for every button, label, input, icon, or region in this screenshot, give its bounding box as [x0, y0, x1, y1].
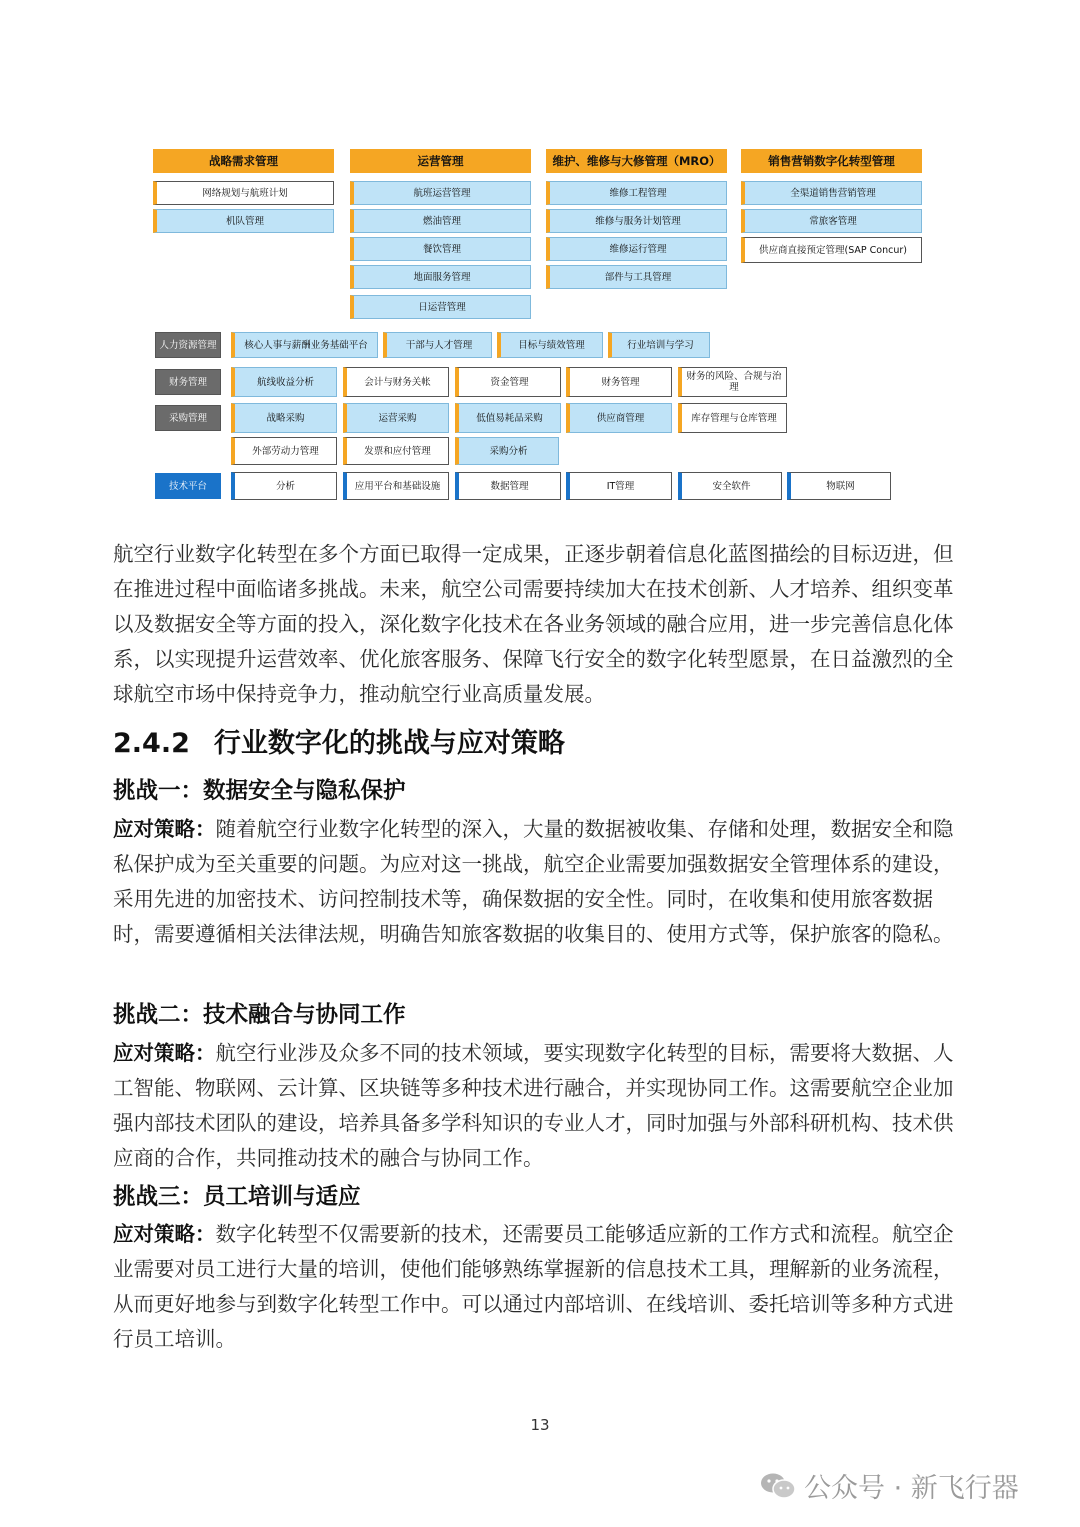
- header-strategy: 战略需求管理: [153, 149, 334, 173]
- module-box: 应用平台和基础设施: [343, 472, 449, 500]
- module-box: 机队管理: [153, 209, 334, 233]
- challenge-paragraph: [113, 1036, 973, 1176]
- module-box: 核心人事与薪酬业务基础平台: [231, 332, 378, 358]
- module-box: 地面服务管理: [350, 265, 531, 289]
- page-number: 13: [530, 1416, 550, 1434]
- digital-blueprint-diagram: [0, 0, 1080, 510]
- module-box: 部件与工具管理: [546, 265, 727, 289]
- row-label-procurement: 采购管理: [155, 405, 221, 431]
- section-title: 行业数字化的挑战与应对策略: [213, 728, 565, 759]
- strategy-text: 随着航空行业数字化转型的深入，大量的数据被收集、存储和处理，数据安全和隐私保护成为至关重要的问题。为应对这一挑战，航空企业需要加强数据安全管理体系的建设，采用先进的加密技术、访问控制技术等，确保数据的安全性。同时，在收集和使用旅客数据时，需要遵循相关法律法规，明确告知旅客数据的收集目的、使用方式等，保护旅客的隐私。: [113, 817, 954, 946]
- strategy-label: 应对策略：: [113, 1041, 216, 1065]
- row-label-finance: 财务管理: [155, 369, 221, 395]
- row-label-hr: 人力资源管理: [155, 332, 221, 358]
- module-box: 餐饮管理: [350, 237, 531, 261]
- challenge-paragraph: [113, 1217, 973, 1357]
- module-box: 财务的风险、合规与治理: [678, 367, 787, 397]
- module-box: 目标与绩效管理: [497, 332, 603, 358]
- module-box: 网络规划与航班计划: [153, 181, 334, 205]
- module-box: 航线收益分析: [231, 367, 337, 397]
- module-box: 外部劳动力管理: [231, 437, 337, 465]
- header-mro: 维护、维修与大修管理（MRO）: [546, 149, 727, 173]
- strategy-text: 航空行业涉及众多不同的技术领域，要实现数字化转型的目标，需要将大数据、人工智能、物联网、云计算、区块链等多种技术进行融合，并实现协同工作。这需要航空企业加强内部技术团队的建设，培养具备多学科知识的专业人才，同时加强与外部科研机构、技术供应商的合作，共同推动技术的融合与协同工作。: [113, 1041, 954, 1170]
- watermark-text: 公众号 · 新飞行器: [804, 1473, 1019, 1504]
- module-box: 运营采购: [343, 403, 449, 433]
- challenge-paragraph: [113, 812, 973, 952]
- module-box: 库存管理与仓库管理: [678, 403, 787, 433]
- row-label-tech: 技术平台: [155, 473, 221, 499]
- section-number: 2.4.2: [113, 728, 190, 759]
- challenge-title: 挑战三：员工培训与适应: [113, 1184, 361, 1210]
- module-box: 干部与人才管理: [383, 332, 492, 358]
- module-box: 常旅客管理: [741, 209, 922, 233]
- wechat-icon: [760, 1472, 796, 1500]
- module-box: 数据管理: [455, 472, 561, 500]
- strategy-label: 应对策略：: [113, 1222, 216, 1246]
- challenge-title: 挑战一：数据安全与隐私保护: [113, 778, 406, 804]
- module-box: 供应商直接预定管理(SAP Concur): [741, 237, 922, 263]
- module-box: 发票和应付管理: [343, 437, 449, 465]
- challenge-title: 挑战二：技术融合与协同工作: [113, 1002, 406, 1028]
- header-operations: 运营管理: [350, 149, 531, 173]
- module-box: 战略采购: [231, 403, 337, 433]
- module-box: 安全软件: [678, 472, 782, 500]
- module-box: 分析: [231, 472, 337, 500]
- module-box: 财务管理: [566, 367, 672, 397]
- section-heading: [113, 721, 565, 760]
- module-box: 会计与财务关帐: [343, 367, 449, 397]
- module-box: 燃油管理: [350, 209, 531, 233]
- module-box: 维修工程管理: [546, 181, 727, 205]
- module-box: IT管理: [566, 472, 672, 500]
- module-box: 采购分析: [455, 437, 559, 465]
- header-sales: 销售营销数字化转型管理: [741, 149, 922, 173]
- module-box: 供应商管理: [566, 403, 672, 433]
- watermark: [760, 1466, 1019, 1505]
- module-box: 维修与服务计划管理: [546, 209, 727, 233]
- strategy-label: 应对策略：: [113, 817, 216, 841]
- module-box: 低值易耗品采购: [455, 403, 561, 433]
- module-box: 日运营管理: [350, 295, 531, 319]
- module-box: 全渠道销售营销管理: [741, 181, 922, 205]
- module-box: 行业培训与学习: [608, 332, 710, 358]
- strategy-text: 数字化转型不仅需要新的技术，还需要员工能够适应新的工作方式和流程。航空企业需要对员工进行大量的培训，使他们能够熟练掌握新的信息技术工具，理解新的业务流程，从而更好地参与到数字化转型工作中。可以通过内部培训、在线培训、委托培训等多种方式进行员工培训。: [113, 1222, 954, 1351]
- intro-paragraph: 航空行业数字化转型在多个方面已取得一定成果，正逐步朝着信息化蓝图描绘的目标迈进，但在推进过程中面临诸多挑战。未来，航空公司需要持续加大在技术创新、人才培养、组织变革以及数据安全等方面的投入，深化数字化技术在各业务领域的融合应用，进一步完善信息化体系，以实现提升运营效率、优化旅客服务、保障飞行安全的数字化转型愿景，在日益激烈的全球航空市场中保持竞争力，推动航空行业高质量发展。: [113, 542, 954, 706]
- module-box: 物联网: [787, 472, 891, 500]
- module-box: 维修运行管理: [546, 237, 727, 261]
- module-box: 航班运营管理: [350, 181, 531, 205]
- module-box: 资金管理: [455, 367, 561, 397]
